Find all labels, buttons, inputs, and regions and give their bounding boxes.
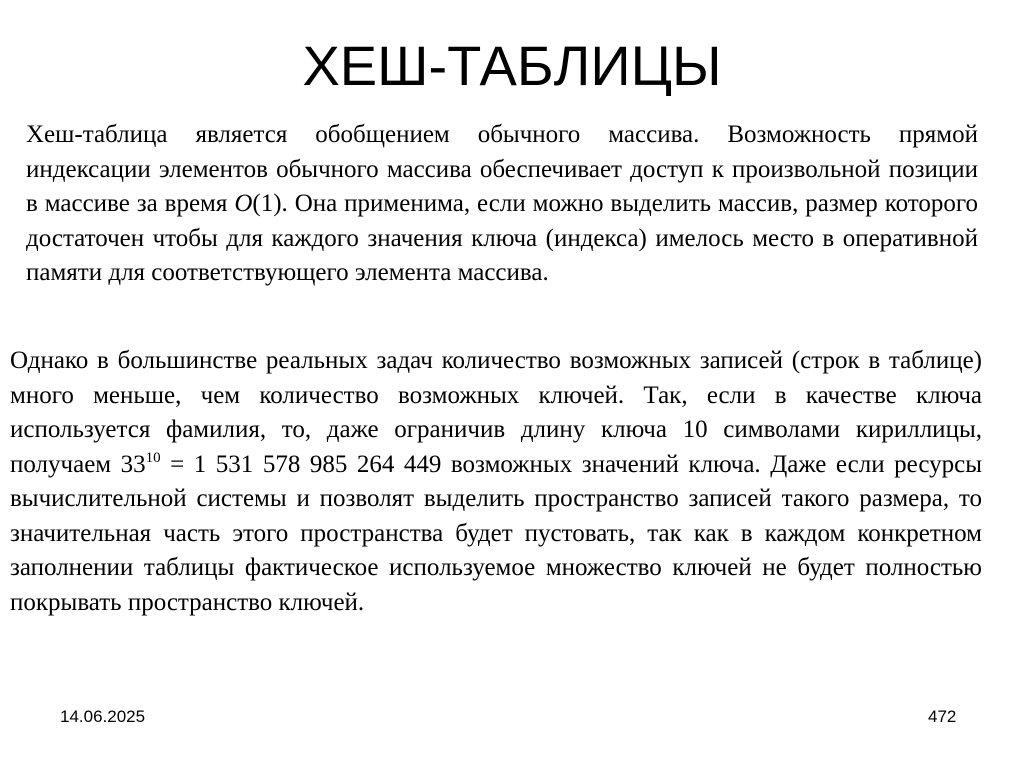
footer-date: 14.06.2025 bbox=[60, 707, 146, 726]
paragraph-key-space-example bbox=[10, 344, 982, 620]
footer-page-number: 472 bbox=[928, 707, 957, 726]
paragraph-2-text-end: = 1 531 578 985 264 449 возможных значений ключа. Даже если ресурсы вычислительной системы и позволят выделить пространство записей такого размера, то значительная часть этого пространства будет пустовать, так как в каждом конкретном заполнении таблицы фактическое используемое множество ключей не будет полностью покрывать пространство ключей. bbox=[10, 450, 982, 616]
paragraph-2-text-start: Однако в большинстве реальных задач количество возможных записей (строк в таблице) много меньше, чем количество возможных ключей. Так, если в качестве ключа используется фамилия, то, даже ограничив длину ключа 10 символами кириллицы, получаем 33 bbox=[10, 347, 982, 478]
paragraph-1-text-start: Хеш-таблица является обобщением обычного массива. Возможность прямой индексации элементов обычного массива обеспечивает доступ к произвольной позиции в массиве за время bbox=[26, 121, 978, 217]
paragraph-hash-table-definition bbox=[26, 118, 978, 291]
slide-title: ХЕШ-ТАБЛИЦЫ bbox=[302, 34, 722, 97]
big-o-symbol: O bbox=[234, 190, 253, 217]
power-exponent: 10 bbox=[145, 449, 161, 466]
paragraph-1-text-end: (1). Она применима, если можно выделить массив, размер которого достаточен чтобы для каждого значения ключа (индекса) имелось место в оперативной памяти для соответствующего элемента массива. bbox=[26, 190, 978, 286]
